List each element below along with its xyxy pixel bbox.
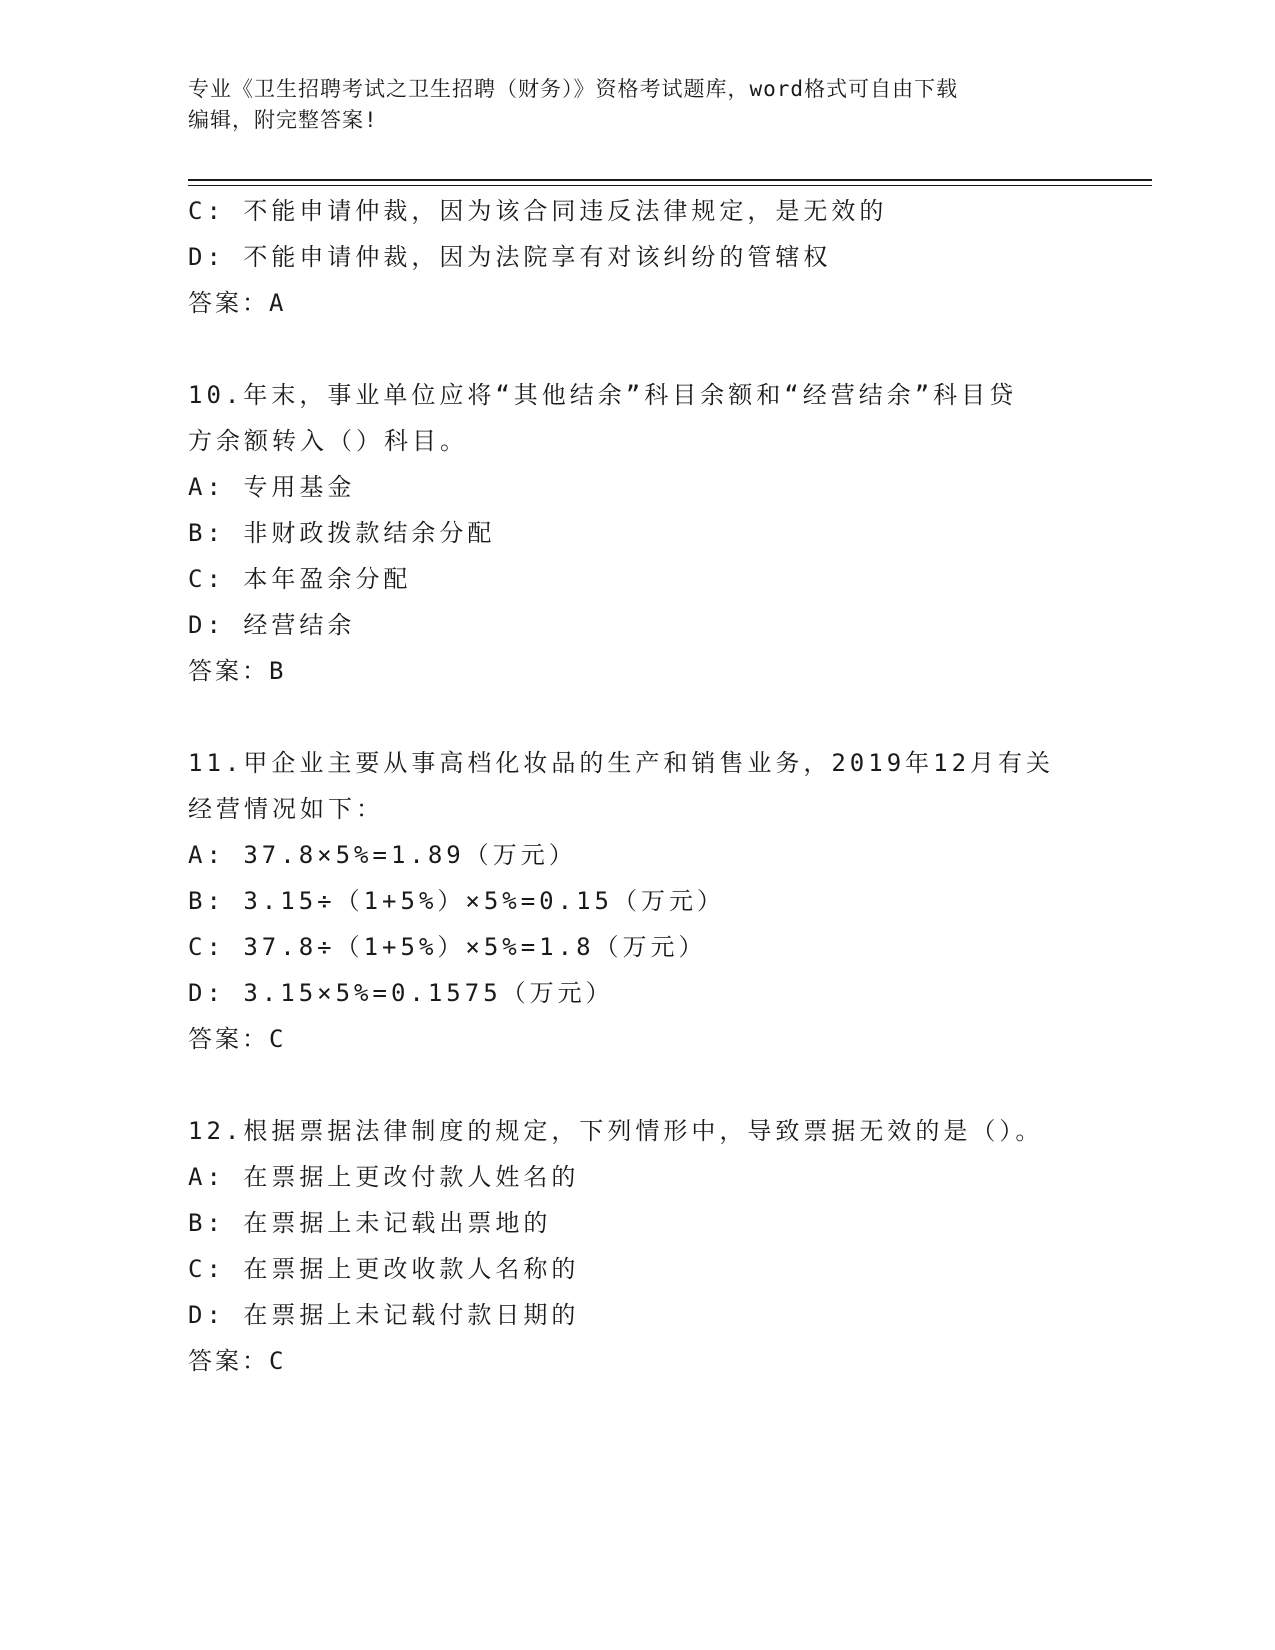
question-10 [188, 372, 1088, 694]
q12-option-a: A: 在票据上更改付款人姓名的 [188, 1163, 580, 1191]
q11-option-a: A: 37.8×5%=1.89（万元） [188, 841, 577, 869]
q11-stem-line-2: 经营情况如下： [188, 795, 384, 823]
q12-option-b: B: 在票据上未记载出票地的 [188, 1209, 552, 1237]
q9-option-d: D: 不能申请仲裁，因为法院享有对该纠纷的管辖权 [188, 243, 832, 271]
question-11 [188, 740, 1088, 1062]
q12-option-d: D: 在票据上未记载付款日期的 [188, 1301, 580, 1329]
q10-option-a: A: 专用基金 [188, 473, 356, 501]
q9-answer: 答案：A [188, 289, 287, 317]
q11-option-c: C: 37.8÷（1+5%）×5%=1.8（万元） [188, 933, 707, 961]
header-line-1: 专业《卫生招聘考试之卫生招聘（财务）》资格考试题库，word格式可自由下载 [188, 77, 959, 101]
q12-stem-line-1: 12.根据票据法律制度的规定，下列情形中，导致票据无效的是（）。 [188, 1117, 1044, 1145]
page-header [188, 74, 1088, 136]
q12-option-c: C: 在票据上更改收款人名称的 [188, 1255, 580, 1283]
q10-stem-line-2: 方余额转入（）科目。 [188, 427, 468, 455]
q12-answer: 答案：C [188, 1347, 287, 1375]
q11-option-d: D: 3.15×5%=0.1575（万元） [188, 979, 614, 1007]
question-9-tail [188, 188, 1088, 326]
q11-stem-line-1: 11.甲企业主要从事高档化妆品的生产和销售业务，2019年12月有关 [188, 749, 1055, 777]
q10-stem-line-1: 10.年末，事业单位应将“其他结余”科目余额和“经营结余”科目贷 [188, 381, 1018, 409]
header-rule-thick [188, 179, 1152, 181]
question-body [188, 188, 1088, 1384]
spacer [188, 694, 1088, 740]
q10-option-b: B: 非财政拨款结余分配 [188, 519, 496, 547]
q10-option-c: C: 本年盈余分配 [188, 565, 412, 593]
q11-option-b: B: 3.15÷（1+5%）×5%=0.15（万元） [188, 887, 725, 915]
q11-answer: 答案：C [188, 1025, 287, 1053]
question-12 [188, 1108, 1088, 1384]
spacer [188, 326, 1088, 372]
q10-option-d: D: 经营结余 [188, 611, 356, 639]
q9-option-c: C: 不能申请仲裁，因为该合同违反法律规定，是无效的 [188, 197, 888, 225]
q10-answer: 答案：B [188, 657, 287, 685]
spacer [188, 1062, 1088, 1108]
header-rule-thin [188, 185, 1152, 186]
header-line-2: 编辑，附完整答案! [188, 108, 378, 132]
